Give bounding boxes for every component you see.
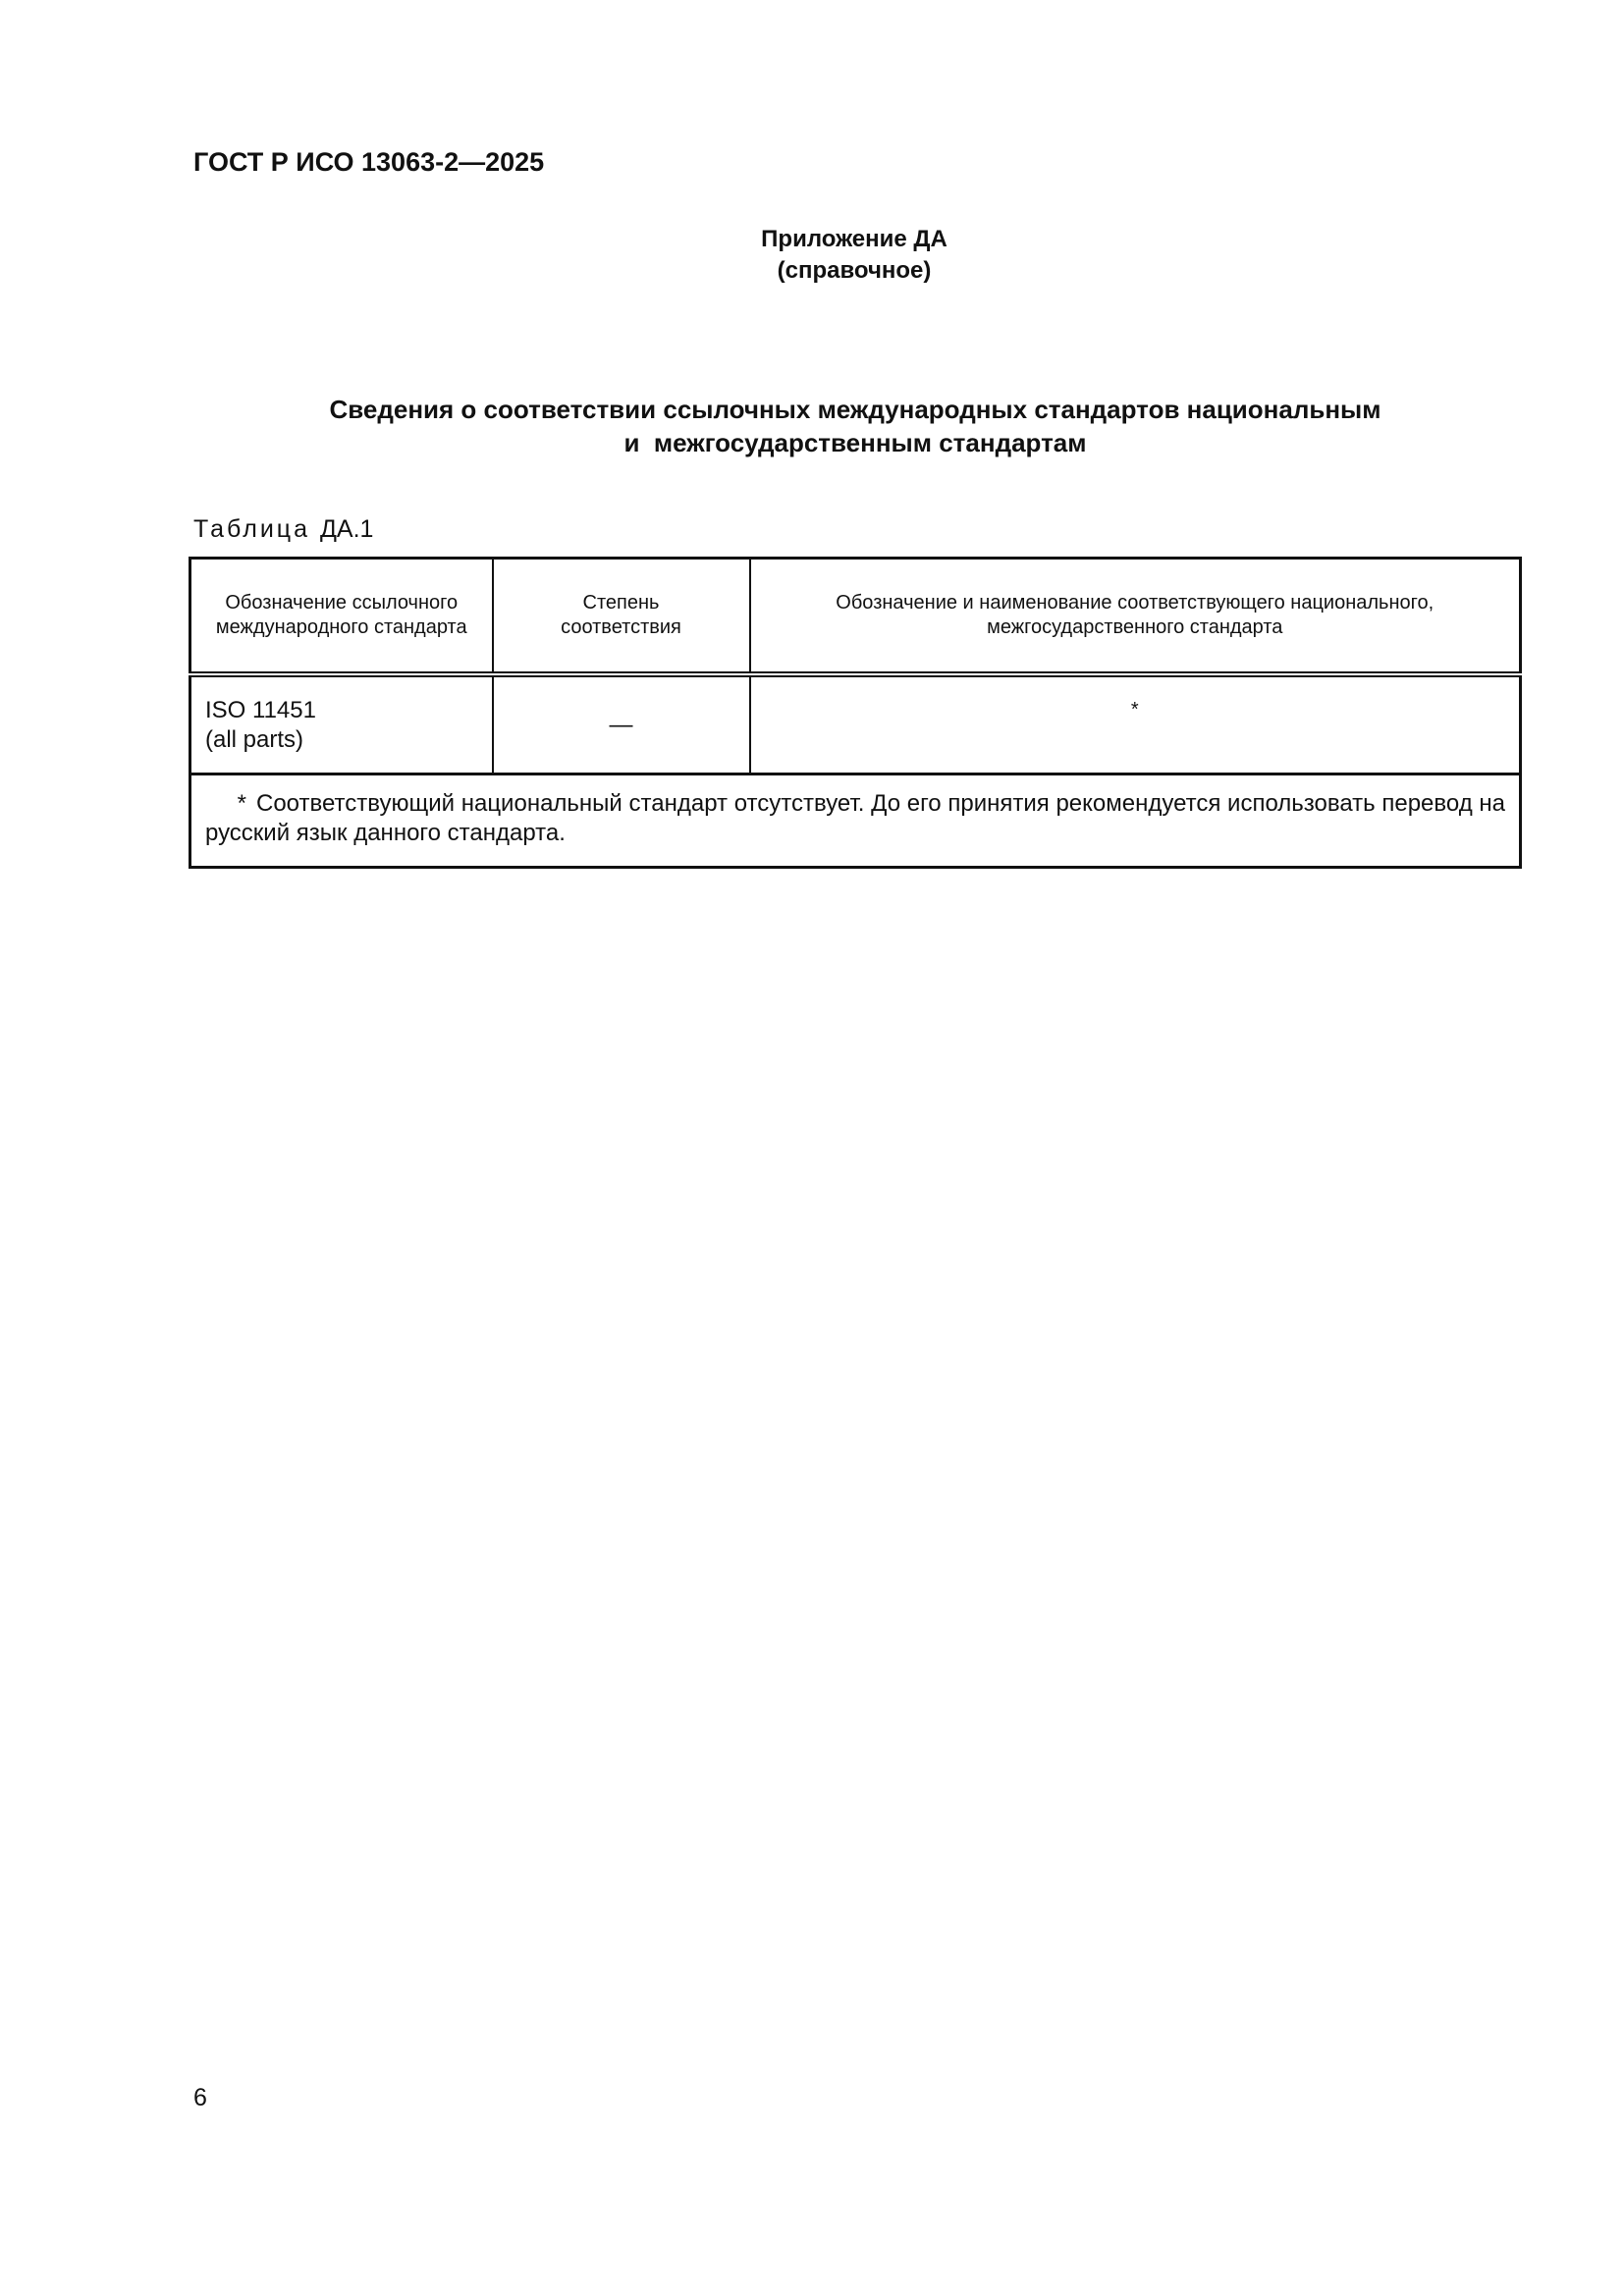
reference-id: ISO 11451	[205, 696, 316, 723]
table-header-row	[190, 559, 1521, 675]
cell-national: *	[750, 674, 1521, 774]
table-caption	[193, 515, 373, 544]
cell-degree: —	[493, 674, 750, 774]
page-number: 6	[193, 2084, 207, 2111]
header-national-standard: Обозначение и наименование соответствующего национального, межгосударственного стандарта	[750, 559, 1521, 675]
appendix-type: (справочное)	[777, 257, 932, 284]
heading-line-1: Сведения о соответствии ссылочных международных стандартов национальным	[329, 395, 1381, 424]
footnote-marker: *	[237, 790, 246, 817]
table-row	[190, 674, 1521, 774]
table-caption-number: ДА.1	[319, 515, 374, 543]
heading-line-2: и межгосударственным стандартам	[623, 428, 1087, 457]
appendix-label	[687, 224, 1021, 287]
section-heading	[189, 393, 1522, 459]
cell-reference	[190, 674, 493, 774]
footnote-text: Соответствующий национальный стандарт отсутствует. До его принятия рекомендуется использовать перевод на русский язык данного стандарта.	[205, 790, 1505, 846]
header-international-standard: Обозначение ссылочного международного стандарта	[190, 559, 493, 675]
document-id: ГОСТ Р ИСО 13063-2—2025	[193, 147, 545, 177]
reference-scope: (all parts)	[205, 725, 304, 753]
header-degree: Степень соответствия	[493, 559, 750, 675]
table-caption-label: Таблица	[193, 515, 311, 543]
appendix-title: Приложение ДА	[761, 226, 947, 252]
table-footnote-row	[190, 774, 1521, 868]
table-footnote	[190, 774, 1521, 868]
correspondence-table	[189, 557, 1522, 869]
